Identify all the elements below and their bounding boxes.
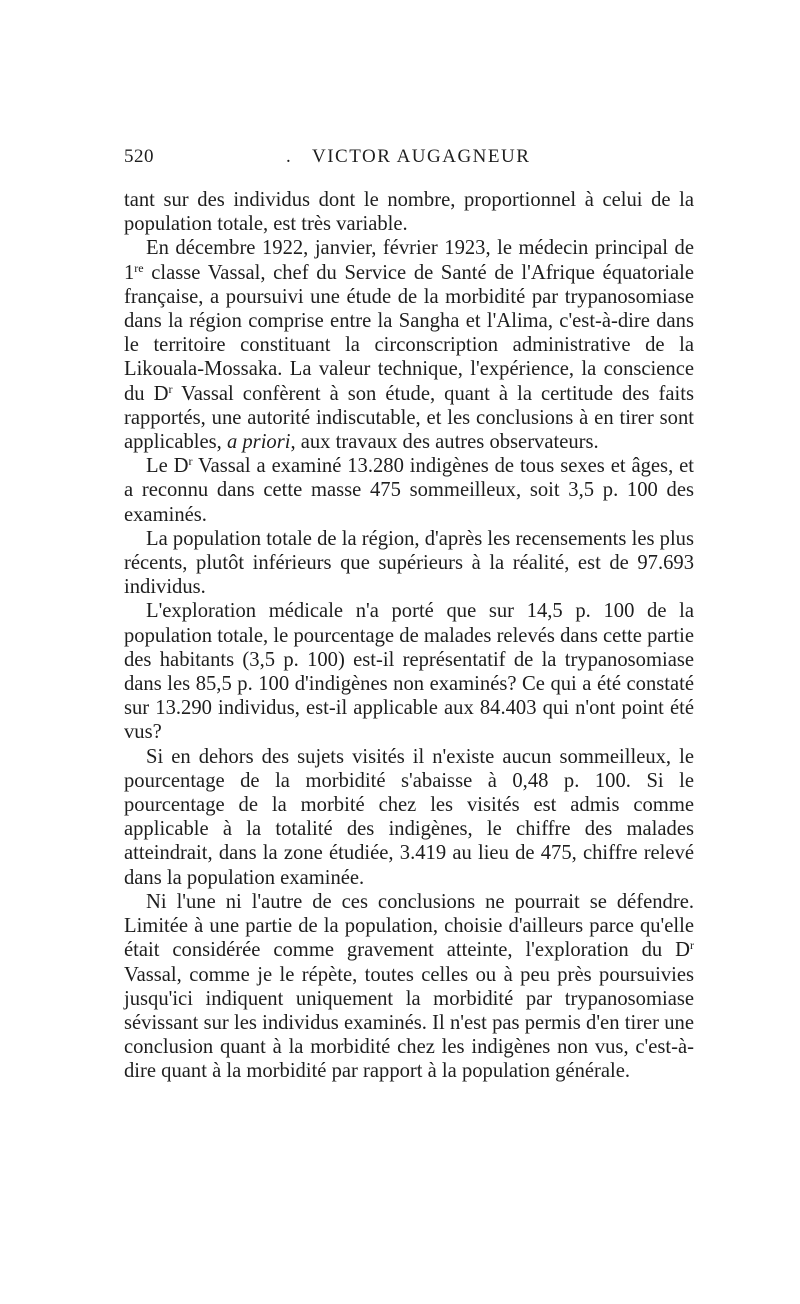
paragraph-4 xyxy=(124,527,694,600)
paragraph-2-text-d: , aux travaux des autres observateurs. xyxy=(290,431,599,454)
paragraph-6-text: Si en dehors des sujets visités il n'existe aucun sommeilleux, le pourcentage de la morbidité s'abaisse à 0,48 p. 100. Si le pourcentage de la morbité chez les visités est admis comme applicable à la totalité des indigènes, le chiffre des malades atteindrait, dans la zone étudiée, 3.419 au lieu de 475, chiffre relevé dans la population examinée. xyxy=(124,745,694,889)
page-number: 520 xyxy=(124,146,154,167)
header-separator: . xyxy=(286,146,292,167)
paragraph-3 xyxy=(124,454,694,527)
paragraph-1-text: tant sur des individus dont le nombre, proportionnel à celui de la population totale, est très variable. xyxy=(124,189,694,236)
paragraph-3-text-a: Le D xyxy=(146,455,189,478)
italic-a-priori: a priori xyxy=(226,431,291,454)
paragraph-2-text-b: classe Vassal, chef du Service de Santé de l'Afrique équatoriale française, a poursuivi une étude de la morbidité par trypanosomiase dans la région comprise entre la Sangha et l'Alima, c'est-à-dire dans le territoire constituant la circonscription administrative de la Likouala-Mossaka. La valeur technique, l'expérience, la conscience du D xyxy=(124,261,694,405)
paragraph-3-text-b: Vassal a examiné 13.280 indigènes de tous sexes et âges, et a reconnu dans cette masse 475 sommeilleux, soit 3,5 p. 100 des examinés. xyxy=(124,455,694,526)
paragraph-2-text-c: Vassal confèrent à son étude, quant à la certitude des faits rapportés, une autorité indiscutable, et les conclusions à en tirer sont applicables, xyxy=(124,382,694,454)
running-head-author: VICTOR AUGAGNEUR xyxy=(312,146,531,167)
paragraph-5 xyxy=(124,599,694,744)
paragraph-7-text-a: Ni l'une ni l'autre de ces conclusions ne pourrait se défendre. Limitée à une partie de la population, choisie d'ailleurs parce qu'elle était considérée comme gravement atteinte, l'exploration du D xyxy=(124,890,694,962)
superscript-r: r xyxy=(168,381,173,396)
paragraph-7 xyxy=(124,890,694,1084)
running-head xyxy=(124,146,694,174)
superscript-r: r xyxy=(188,454,193,469)
paragraph-5-text: L'exploration médicale n'a porté que sur 14,5 p. 100 de la population totale, le pourcentage de malades relevés dans cette partie des habitants (3,5 p. 100) est-il représentatif de la trypanosomiase dans les 85,5 p. 100 d'indigènes non examinés? Ce qui a été constaté sur 13.290 individus, est-il applicable aux 84.403 qui n'ont point été vus? xyxy=(124,600,694,744)
paragraph-7-text-b: Vassal, comme je le répète, toutes celles ou à peu près poursuivies jusqu'ici indiquent uniquement la morbidité par trypanosomiase sévissant sur les individus examinés. Il n'est pas permis d'en tirer une conclusion quant à la morbidité chez les indigènes non vus, c'est-à-dire quant à la morbidité par rapport à la population générale. xyxy=(124,963,694,1083)
superscript-re: re xyxy=(134,260,144,275)
paragraph-2-text-a: En décembre 1922, janvier, février 1923, le médecin principal de 1 xyxy=(124,237,694,284)
paragraph-4-text: La population totale de la région, d'après les recensements les plus récents, plutôt inférieurs que supérieurs à la réalité, est de 97.693 individus. xyxy=(124,527,694,599)
paragraph-2 xyxy=(124,236,694,454)
body-text xyxy=(124,188,694,1084)
paragraph-6 xyxy=(124,745,694,890)
paragraph-1 xyxy=(124,188,694,236)
superscript-r: r xyxy=(690,938,694,953)
